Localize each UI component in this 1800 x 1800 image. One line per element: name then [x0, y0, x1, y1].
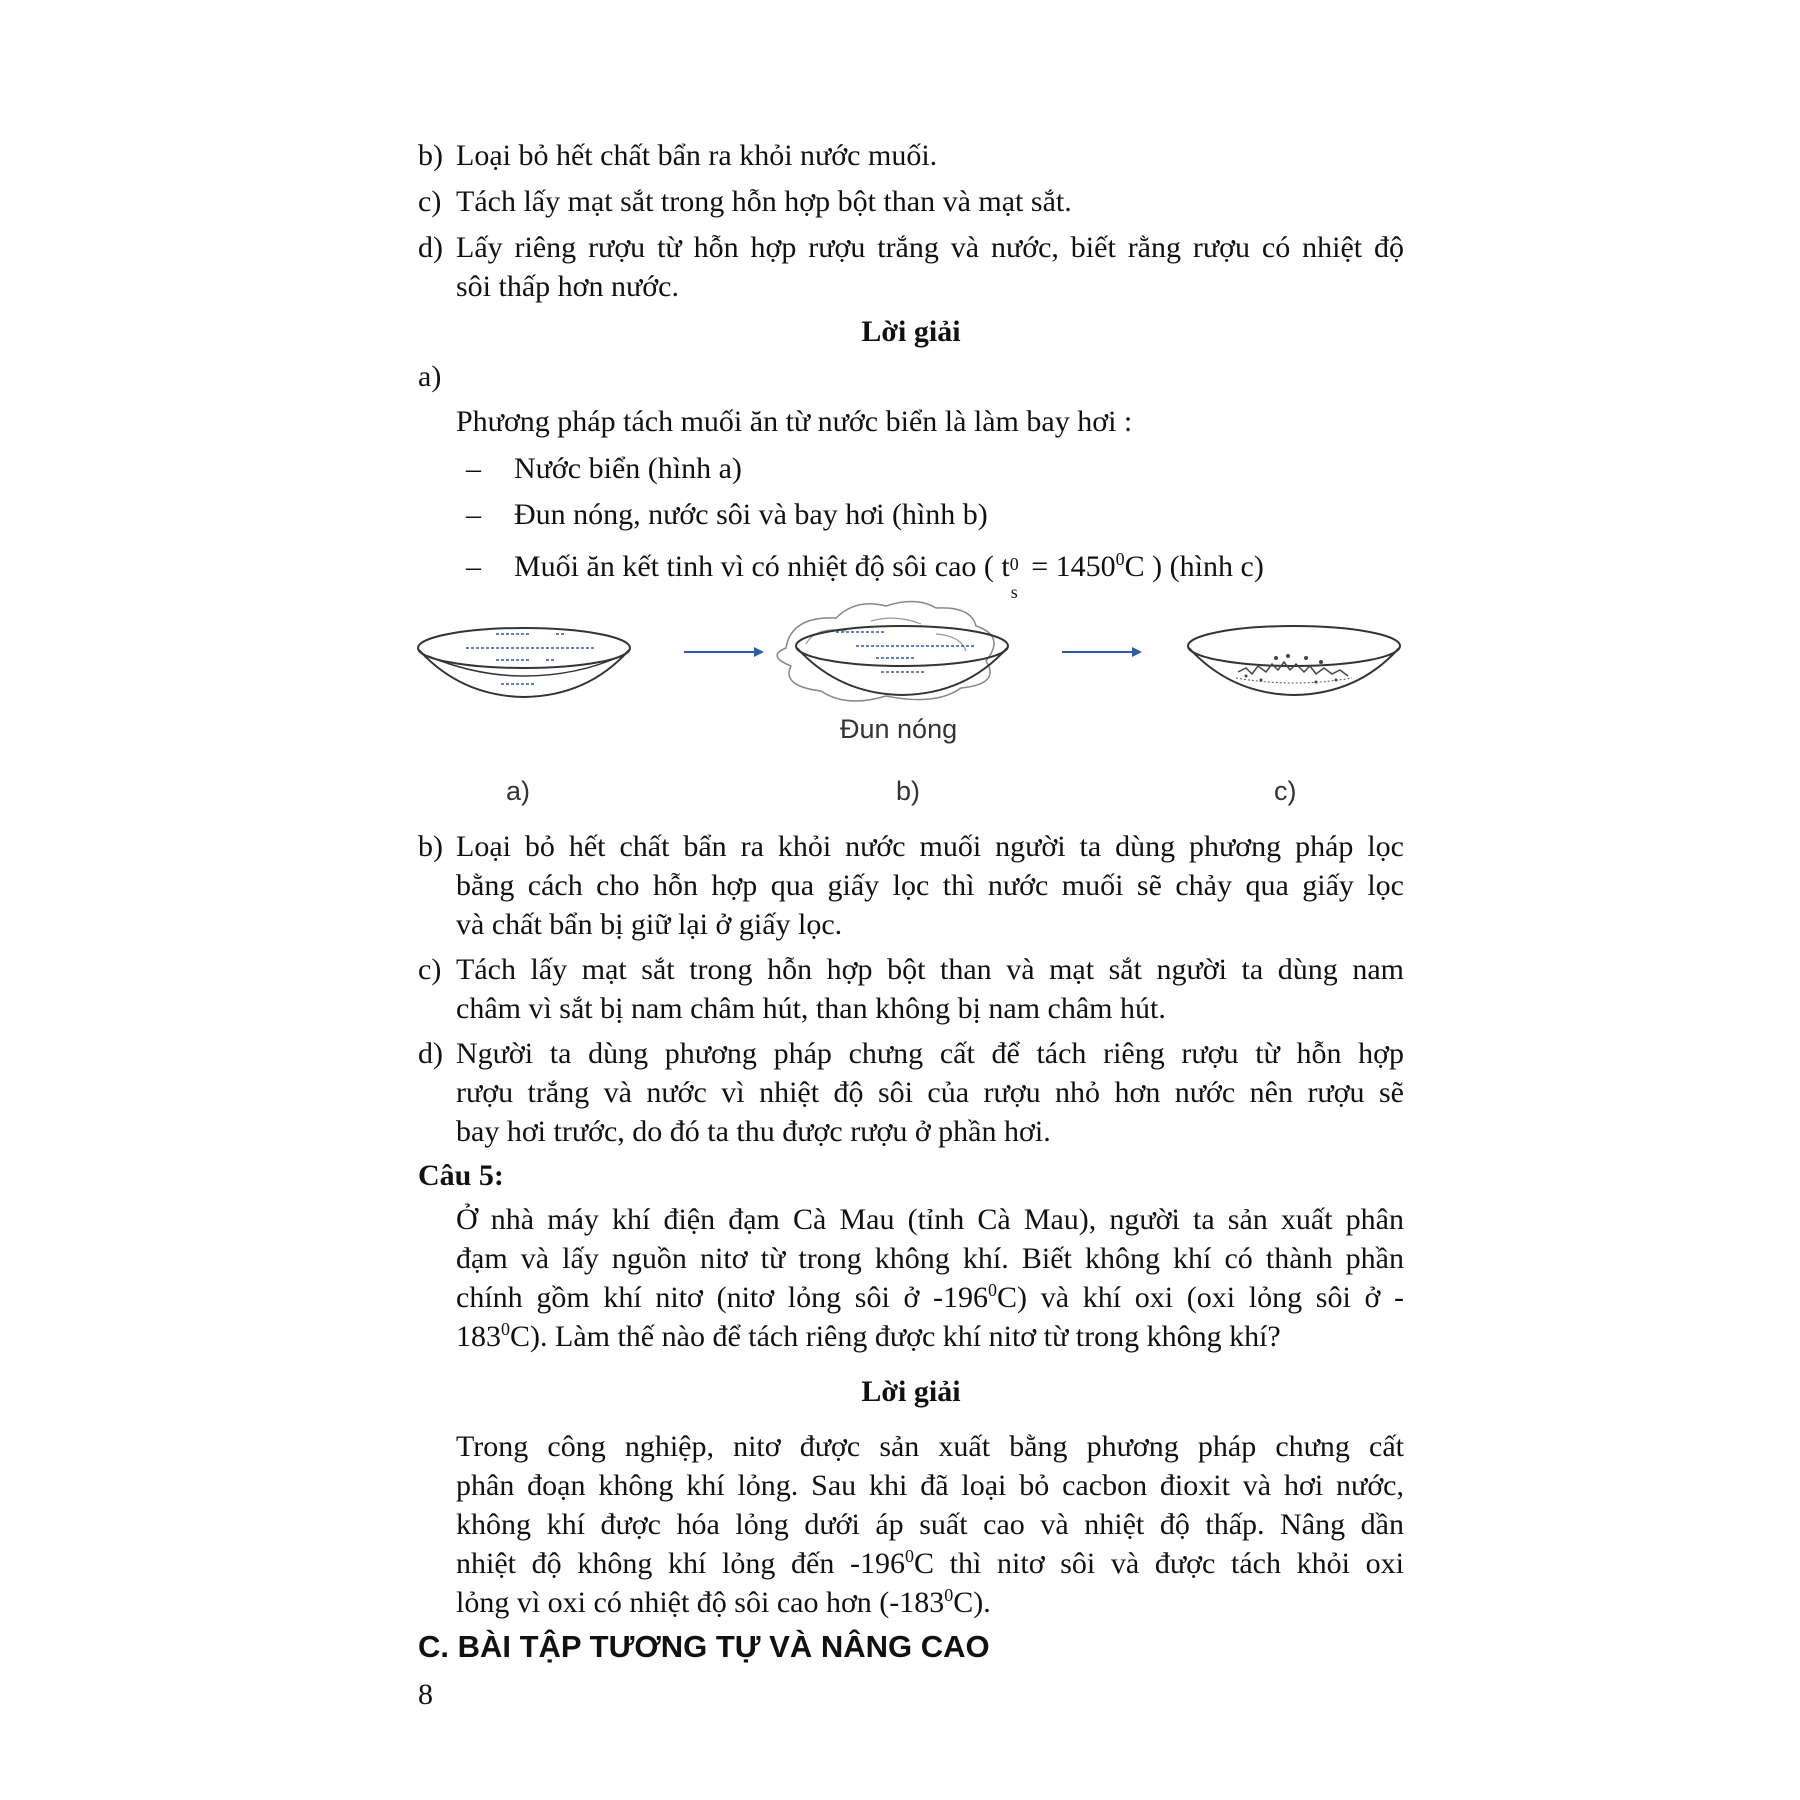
answer-d — [418, 1034, 1404, 1151]
answer-b — [418, 827, 1404, 944]
item-label: d) — [418, 231, 443, 264]
question-line: đạm và lấy nguồn nitơ từ trong không khí. Biết không khí có thành phần — [456, 1242, 1404, 1275]
item-c — [418, 182, 1404, 221]
answer-line: châm vì sắt bị nam châm hút, than không bị nam châm hút. — [456, 992, 1166, 1025]
superscript: 0 — [501, 1319, 510, 1339]
item-d — [418, 228, 1404, 306]
answer-c — [418, 950, 1404, 1028]
arrow-icon — [1062, 647, 1142, 657]
step-item — [466, 449, 742, 488]
item-label: c) — [418, 185, 442, 218]
question-line: chính gồm khí nitơ (nitơ lỏng sôi ở -196 — [456, 1281, 989, 1314]
answer-line: rượu trắng và nước vì nhiệt độ sôi của rượu nhỏ hơn nước nên rượu sẽ — [456, 1076, 1404, 1109]
step-text: C ) (hình c) — [1124, 550, 1264, 583]
superscript: 0 — [905, 1546, 914, 1566]
solution-line: C). — [953, 1586, 991, 1619]
step-text: Đun nóng, nước sôi và bay hơi (hình b) — [514, 498, 988, 531]
solution-line: không khí được hóa lỏng dưới áp suất cao và nhiệt độ thấp. Nâng dần — [456, 1508, 1404, 1541]
heat-label: Đun nóng — [840, 714, 958, 744]
solution-heading: Lời giải — [861, 1375, 961, 1408]
superscript: 0 — [944, 1585, 954, 1605]
part-a-intro: Phương pháp tách muối ăn từ nước biển là làm bay hơi : — [456, 405, 1133, 438]
answer-line: Người ta dùng phương pháp chưng cất để tách riêng rượu từ hỗn hợp — [456, 1037, 1404, 1070]
question-line: C). Làm thế nào để tách riêng được khí nitơ từ trong không khí? — [510, 1320, 1281, 1353]
answer-line: và chất bẩn bị giữ lại ở giấy lọc. — [456, 908, 843, 941]
solution-line: C thì nitơ sôi và được tách khỏi oxi — [914, 1547, 1404, 1580]
solution-line: nhiệt độ không khí lỏng đến -196 — [456, 1547, 905, 1580]
page-number: 8 — [418, 1678, 433, 1711]
dish-c-icon — [1188, 626, 1400, 695]
dish-b-icon — [777, 601, 1008, 701]
superscript: 0 — [988, 1280, 998, 1300]
solution-line: lỏng vì oxi có nhiệt độ sôi cao hơn (-183 — [456, 1586, 945, 1619]
figure-label-c: c) — [1274, 776, 1297, 806]
question-5-title: Câu 5: — [418, 1159, 504, 1192]
question-5-text — [418, 1200, 1404, 1356]
solution-heading: Lời giải — [861, 315, 961, 348]
item-text-line: Lấy riêng rượu từ hỗn hợp rượu trắng và nước, biết rằng rượu có nhiệt độ — [456, 231, 1404, 264]
dash-bullet: – — [466, 452, 481, 485]
item-text: Loại bỏ hết chất bẩn ra khỏi nước muối. — [456, 139, 938, 172]
answer-line: bằng cách cho hỗn hợp qua giấy lọc thì nước muối sẽ chảy qua giấy lọc — [456, 869, 1404, 902]
answer-line: Tách lấy mạt sắt trong hỗn hợp bột than và mạt sắt người ta dùng nam — [456, 953, 1404, 986]
step-item — [466, 495, 988, 534]
question-line: Ở nhà máy khí điện đạm Cà Mau (tỉnh Cà Mau), người ta sản xuất phân — [456, 1203, 1404, 1236]
dish-a-icon — [418, 628, 630, 697]
evaporation-figure — [416, 596, 1406, 816]
item-text-line: sôi thấp hơn nước. — [456, 270, 679, 303]
answer-label: b) — [418, 830, 443, 863]
solution-5-text — [418, 1427, 1404, 1622]
dash-bullet: – — [466, 550, 481, 583]
solution-line: phân đoạn không khí lỏng. Sau khi đã loại bỏ cacbon đioxit và hơi nước, — [456, 1469, 1404, 1502]
item-text: Tách lấy mạt sắt trong hỗn hợp bột than và mạt sắt. — [456, 185, 1072, 218]
part-a-label: a) — [418, 360, 442, 393]
arrow-icon — [684, 647, 764, 657]
dash-bullet: – — [466, 498, 481, 531]
superscript: 0 — [1115, 549, 1125, 569]
step-text: Muối ăn kết tinh vì có nhiệt độ sôi cao ( t — [514, 550, 1010, 583]
answer-label: c) — [418, 953, 442, 986]
section-heading: C. BÀI TẬP TƯƠNG TỰ VÀ NÂNG CAO — [418, 1629, 990, 1664]
item-label: b) — [418, 139, 443, 172]
answer-line: Loại bỏ hết chất bẩn ra khỏi nước muối người ta dùng phương pháp lọc — [456, 830, 1404, 863]
answer-line: bay hơi trước, do đó ta thu được rượu ở phần hơi. — [456, 1115, 1051, 1148]
answer-label: d) — [418, 1037, 443, 1070]
item-b — [418, 136, 1404, 175]
formula-text: = 1450 — [1023, 550, 1116, 583]
question-line: C) và khí oxi (oxi lỏng sôi ở - — [997, 1281, 1404, 1314]
solution-line: Trong công nghiệp, nitơ được sản xuất bằng phương pháp chưng cất — [456, 1430, 1404, 1463]
figure-label-a: a) — [506, 776, 531, 806]
figure-label-b: b) — [896, 776, 921, 806]
step-item: – Muối ăn kết tinh vì có nhiệt độ sôi cao ( t 0 s = $1450^0C$ ) (hình c) — [466, 549, 1264, 602]
question-line: 183 — [456, 1320, 501, 1353]
step-text: Nước biển (hình a) — [514, 452, 742, 485]
